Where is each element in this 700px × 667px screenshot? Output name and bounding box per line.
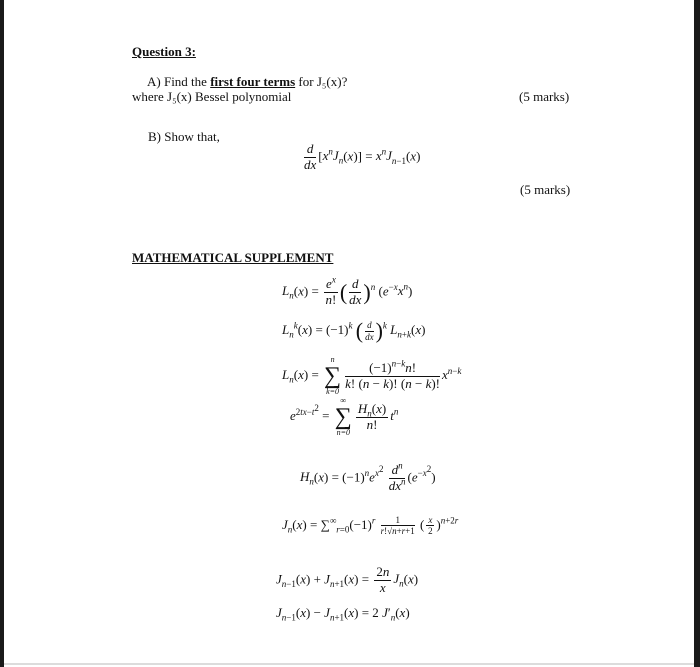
part-a-suffix: for J₅(x)? <box>295 74 348 89</box>
equation-hermite-rodrigues: $H_n(x) = (-1)^ne^{x^2}$ $\frac{d^n}{dx^n}$ $(e^{-x^2})$ <box>300 460 436 493</box>
bottom-divider <box>4 663 694 665</box>
part-a-marks: (5 marks) <box>519 89 570 104</box>
equation-laguerre-series: $L_n(x)$ = n ∑ k=0 $\frac{(-1)^{n-k}n!}{k! (n - k)! (n - k)!}$ $x^{n-k}$ <box>282 355 462 396</box>
part-a-line1 <box>147 74 347 90</box>
part-b-label: B) Show that, <box>148 129 220 144</box>
right-border <box>694 0 700 667</box>
equation-laguerre-rodrigues: $L_n(x)$ = $\frac{e^x}{n!}$ ( $\frac{d}{dx}$ )$^n$ $(e^{-x}x^n)$ <box>282 274 413 307</box>
equation-hermite-generating: $e^{2tx-t^2}$ = ∞ ∑ n=0 $\frac{H_n(x)}{n!}$ $t^n$ <box>290 396 399 437</box>
equation-bessel-recurrence-sum: $J_{n-1}(x) + J_{n+1}(x)$ = $\frac{2n}{x}$ $J_n(x)$ <box>276 564 419 595</box>
question-heading: Question 3: <box>132 44 196 59</box>
equation-bessel-recurrence-difference: $J_{n-1}(x) - J_{n+1}(x) = 2$ $J'_n(x)$ <box>276 605 410 623</box>
part-a-prefix: A) Find the <box>147 74 211 89</box>
equation-derivative-identity: $\frac{d}{dx}$ $[x^nJ_n(x)] = x^nJ_{n-1}(x)$ <box>304 141 421 172</box>
equation-associated-laguerre: $L_n^k(x) = (-1)^k$ ( $\frac{d}{dx}$ )$^k$ $L_{n+k}(x)$ <box>282 318 426 343</box>
equation-bessel-series: $J_n(x) = \sum^\infty_{r=0}(-1)^r$ $\frac{1}{r!√n+r+1}$ ( $\frac{x}{2}$ )$^{n+2r}$ <box>282 515 459 537</box>
supplement-heading: MATHEMATICAL SUPPLEMENT <box>132 250 334 265</box>
part-a-line2: where J₅(x) Bessel polynomial <box>132 89 292 104</box>
part-b-marks: (5 marks) <box>520 182 571 197</box>
part-a-emphasis: first four terms <box>210 74 296 89</box>
